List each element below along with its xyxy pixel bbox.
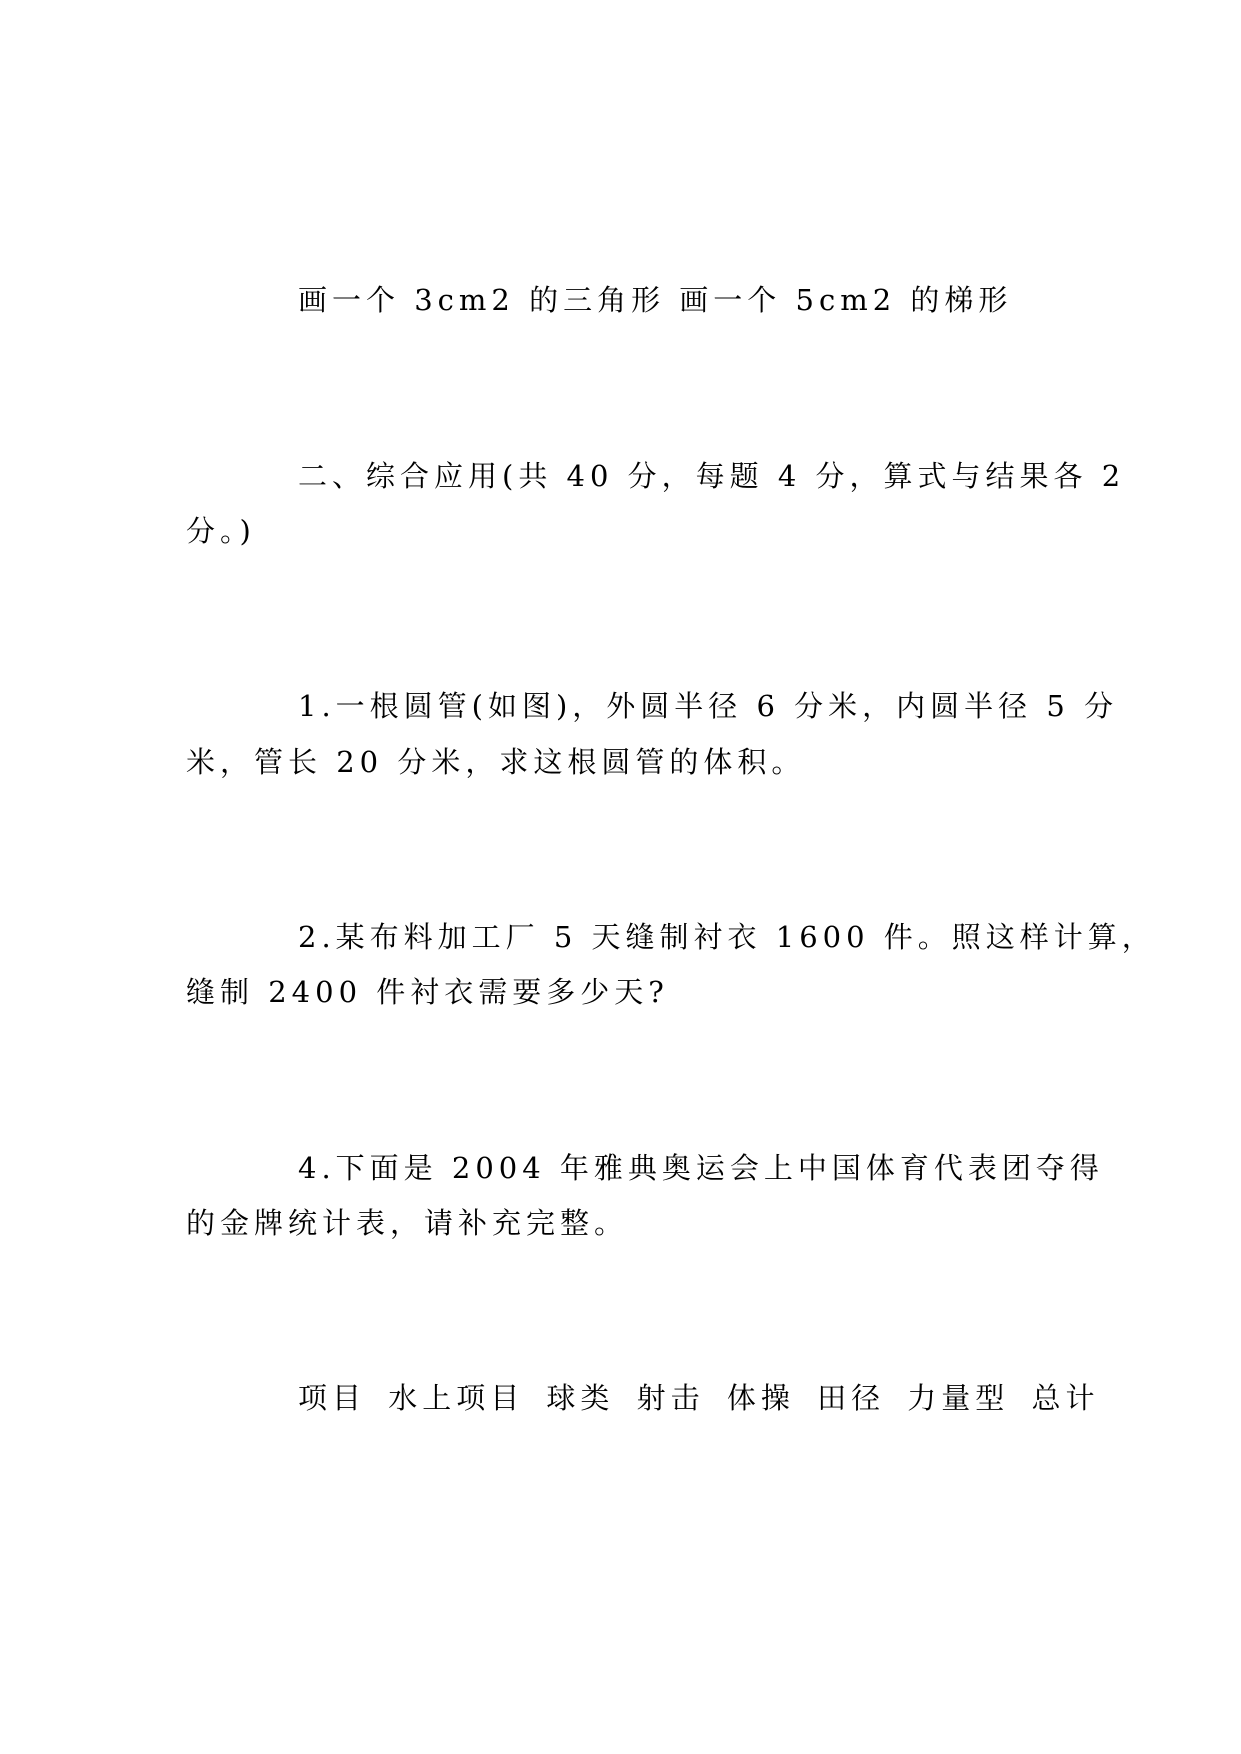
question-2-line1: 2.某布料加工厂 5 天缝制衬衣 1600 件。照这样计算， bbox=[298, 920, 1156, 954]
section-heading-line1: 二、综合应用(共 40 分，每题 4 分，算式与结果各 2 bbox=[298, 459, 1126, 493]
question-4-line1: 4.下面是 2004 年雅典奥运会上中国体育代表团夺得 bbox=[298, 1151, 1104, 1185]
drawing-instruction: 画一个 3cm2 的三角形 画一个 5cm2 的梯形 bbox=[298, 283, 1013, 317]
medal-table-header: 项目 水上项目 球类 射击 体操 田径 力量型 总计 bbox=[298, 1381, 1100, 1415]
section-heading-line2: 分。) bbox=[186, 514, 256, 548]
question-4-line2: 的金牌统计表，请补充完整。 bbox=[186, 1206, 629, 1240]
question-1-line1: 1.一根圆管(如图)，外圆半径 6 分米，内圆半径 5 分 bbox=[298, 689, 1119, 723]
question-2-line2: 缝制 2400 件衬衣需要多少天? bbox=[186, 975, 669, 1009]
question-1-line2: 米，管长 20 分米，求这根圆管的体积。 bbox=[186, 745, 806, 779]
